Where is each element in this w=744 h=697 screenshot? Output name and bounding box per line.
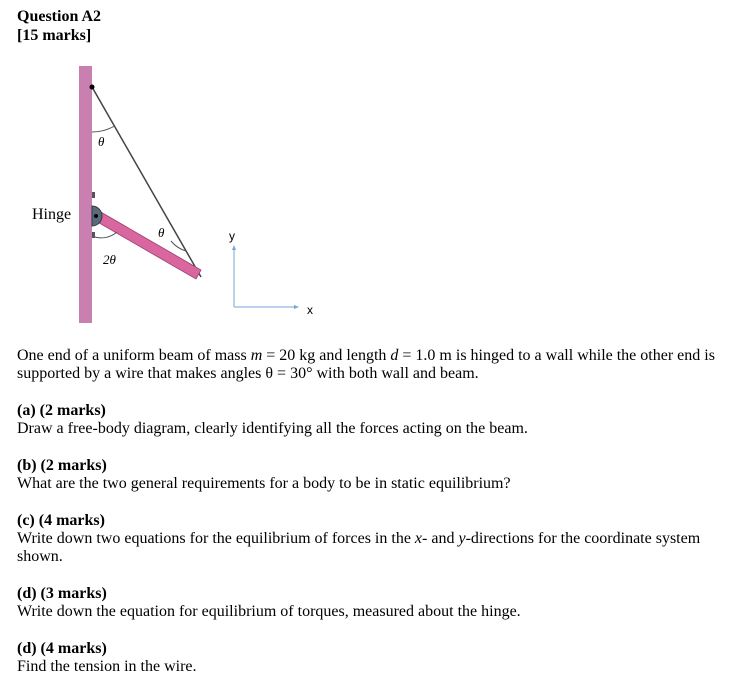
y-axis-arrowhead	[232, 245, 236, 250]
wall	[79, 66, 92, 323]
part-c-text: Write down two equations for the equilibrium of forces in the x- and y-directions for the coordinate system shown.	[17, 530, 701, 565]
angle-label-beam: θ	[158, 225, 165, 240]
wire-anchor-point	[90, 85, 95, 90]
beam	[94, 211, 201, 279]
beam-diagram	[0, 0, 744, 340]
x-axis-label: x	[307, 303, 313, 317]
y-axis-label: y	[229, 229, 235, 243]
part-c-heading: (c) (4 marks)	[17, 512, 105, 529]
part-a-text: Draw a free-body diagram, clearly identifying all the forces acting on the beam.	[17, 420, 528, 437]
part-d2-text: Find the tension in the wire.	[17, 658, 197, 675]
part-b-heading: (b) (2 marks)	[17, 457, 107, 474]
angle-label-top: θ	[98, 134, 105, 149]
part-d1-heading: (d) (3 marks)	[17, 585, 107, 602]
problem-statement: One end of a uniform beam of mass m = 20 kg and length d = 1.0 m is hinged to a wall while the other end is supported by a wire that makes angles θ = 30° with both wall and beam.	[17, 347, 715, 382]
angle-label-bottom: 2θ	[103, 252, 116, 267]
part-b-text: What are the two general requirements for a body to be in static equilibrium?	[17, 475, 511, 492]
hinge-label: Hinge	[32, 206, 72, 223]
part-a-heading: (a) (2 marks)	[17, 402, 106, 419]
angle-arc-bottom	[92, 232, 117, 238]
question-marks: [15 marks]	[17, 27, 92, 44]
x-axis-arrowhead	[294, 305, 299, 309]
hinge	[92, 192, 102, 238]
part-d1-text: Write down the equation for equilibrium of torques, measured about the hinge.	[17, 603, 521, 620]
question-title: Question A2	[17, 8, 102, 25]
part-d2-heading: (d) (4 marks)	[17, 640, 107, 657]
angle-arc-top	[92, 126, 115, 132]
